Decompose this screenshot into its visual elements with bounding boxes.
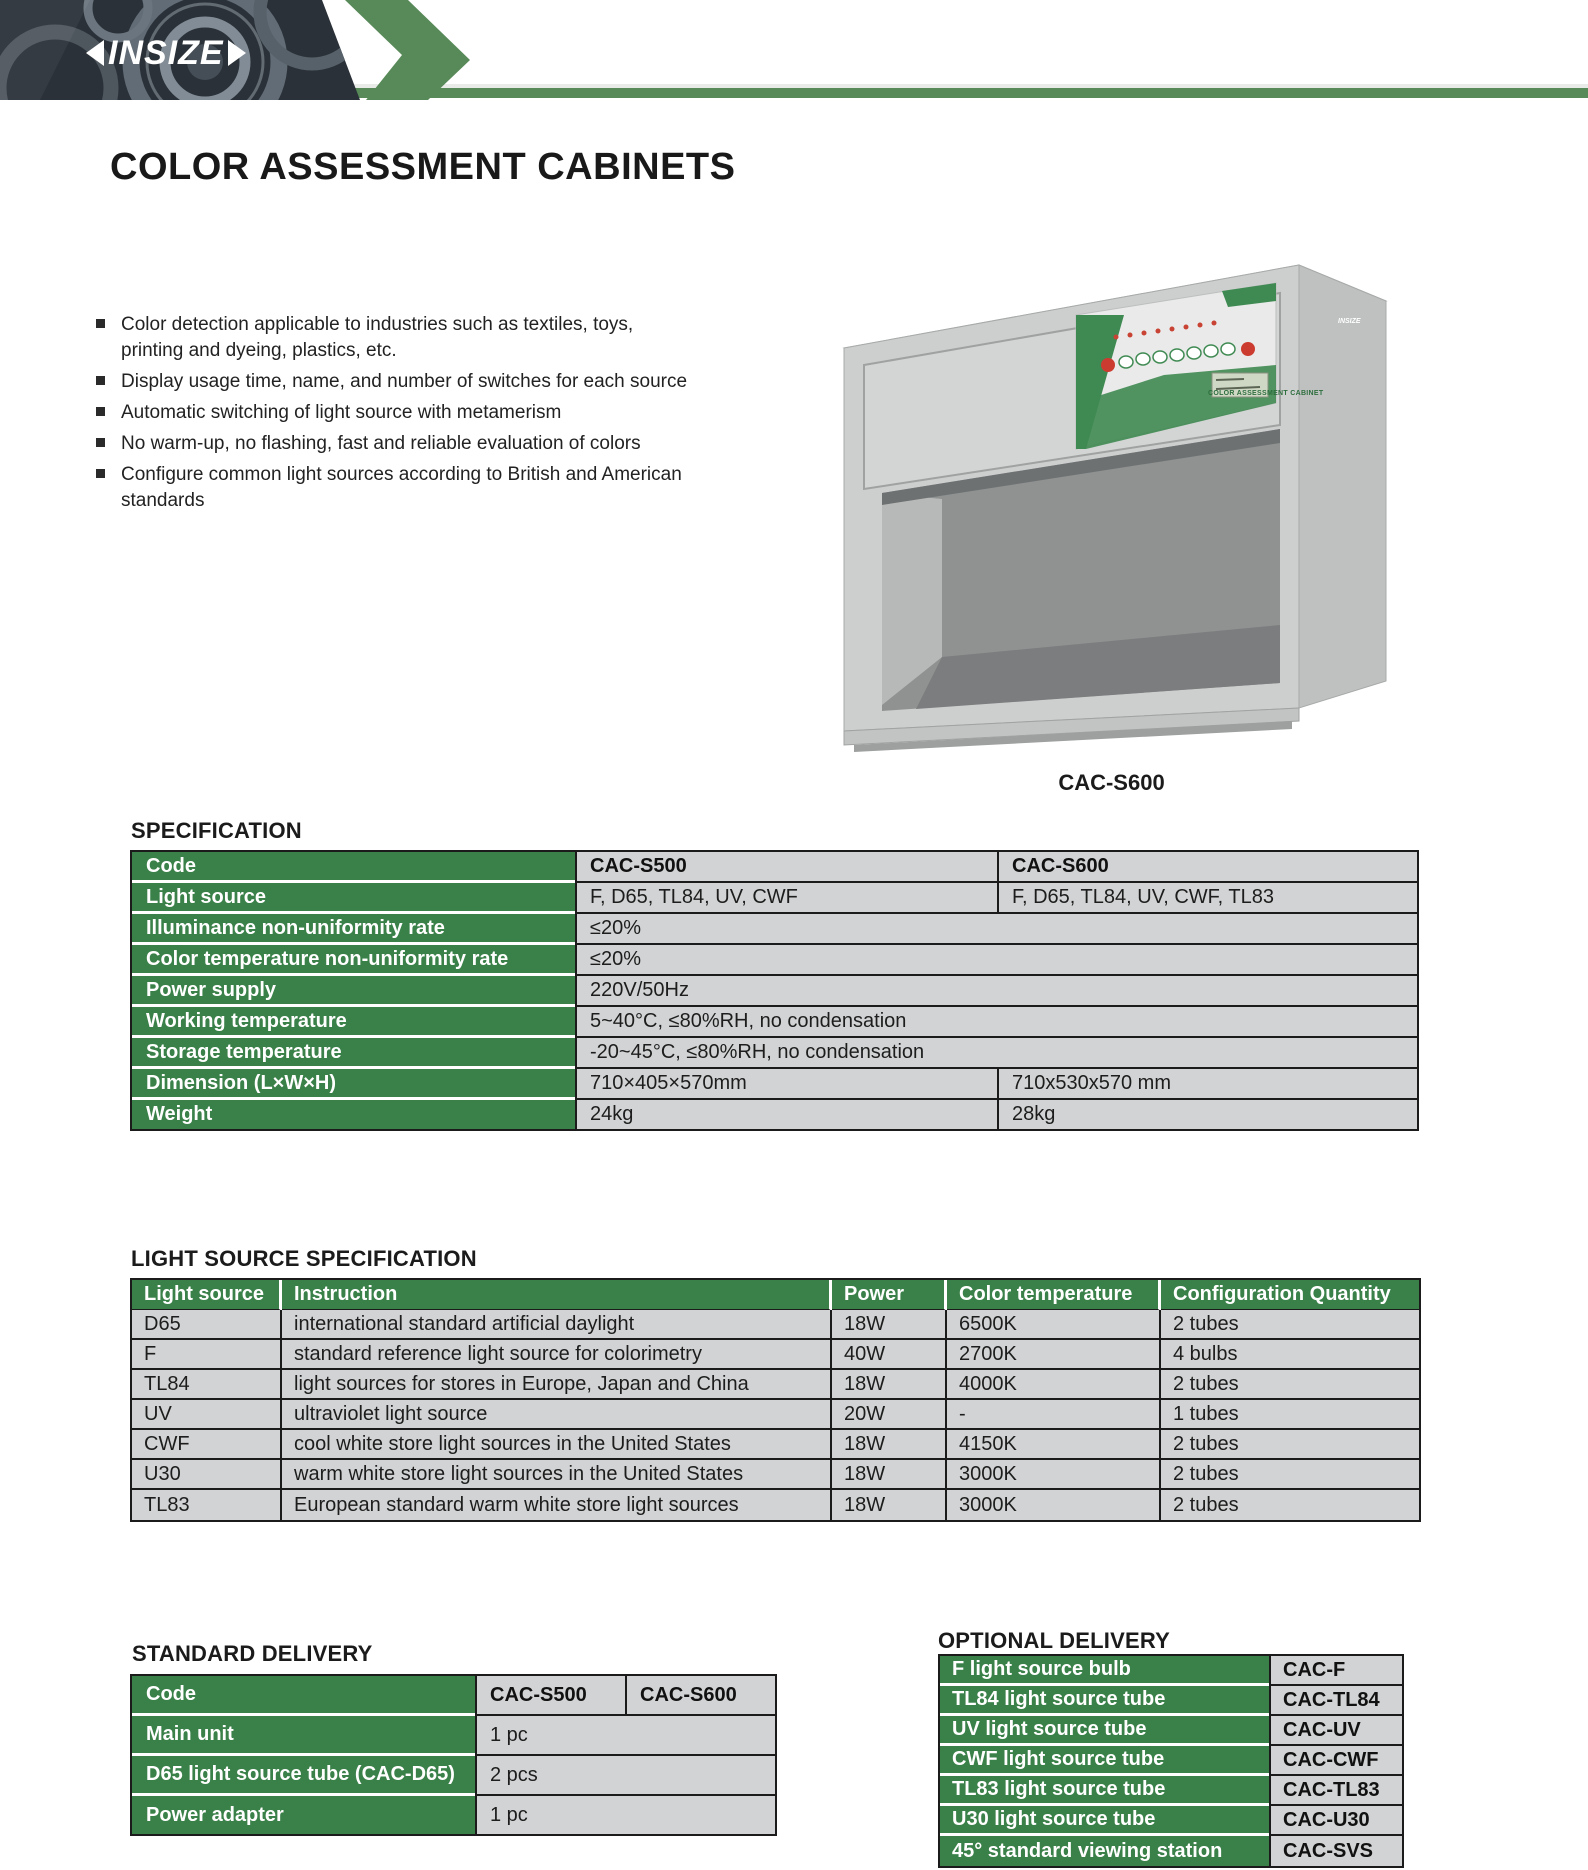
light-source-cell: 18W: [832, 1310, 947, 1340]
optional-delivery-table: [938, 1654, 1404, 1868]
spec-value-cell: 710x530x570 mm: [999, 1069, 1419, 1100]
panel-label-text: COLOR ASSESSMENT CABINET: [1208, 390, 1324, 397]
feature-line: Configure common light sources according to British and American: [121, 464, 682, 485]
standard-delivery-value-cell: CAC-S500: [477, 1676, 627, 1716]
light-source-cell: 18W: [832, 1460, 947, 1490]
standard-delivery-table: [130, 1674, 781, 1838]
standard-delivery-value-cell: 1 pc: [477, 1796, 777, 1836]
spec-value-cell: 28kg: [999, 1100, 1419, 1131]
optional-delivery-label-cell: TL84 light source tube: [940, 1686, 1269, 1716]
light-source-cell: cool white store light sources in the United States: [282, 1430, 832, 1460]
light-source-cell: 4 bulbs: [1161, 1340, 1419, 1370]
bullet-square-icon: [96, 438, 105, 447]
optional-delivery-label-cell: UV light source tube: [940, 1716, 1269, 1746]
optional-delivery-label-cell: TL83 light source tube: [940, 1776, 1269, 1806]
light-source-cell: 18W: [832, 1430, 947, 1460]
bullet-square-icon: [96, 319, 105, 328]
standard-delivery-label-cell: Main unit: [132, 1716, 475, 1756]
spec-value-cell: CAC-S600: [999, 852, 1419, 883]
spec-value-cell: F, D65, TL84, UV, CWF: [577, 883, 999, 914]
light-source-cell: 1 tubes: [1161, 1400, 1419, 1430]
spec-value-cell: -20~45°C, ≤80%RH, no condensation: [577, 1038, 1419, 1069]
optional-delivery-label-cell: CWF light source tube: [940, 1746, 1269, 1776]
spec-value-cell: F, D65, TL84, UV, CWF, TL83: [999, 883, 1419, 914]
product-image: [824, 253, 1399, 758]
spec-label-cell: Code: [132, 852, 575, 883]
light-source-cell: 18W: [832, 1490, 947, 1520]
light-source-cell: 4000K: [947, 1370, 1161, 1400]
spec-label-cell: Dimension (L×W×H): [132, 1069, 575, 1100]
bullet-square-icon: [96, 469, 105, 478]
bullet-square-icon: [96, 407, 105, 416]
feature-line: printing and dyeing, plastics, etc.: [121, 340, 397, 361]
spec-value-cell: 220V/50Hz: [577, 976, 1419, 1007]
spec-label-cell: Light source: [132, 883, 575, 914]
feature-text: [121, 462, 682, 514]
logo-right-arrow-icon: [228, 40, 246, 66]
feature-item: [96, 369, 816, 395]
spec-label-cell: Storage temperature: [132, 1038, 575, 1069]
optional-delivery-label-cell: U30 light source tube: [940, 1806, 1269, 1836]
spec-value-cell: CAC-S500: [577, 852, 999, 883]
spec-label-cell: Color temperature non-uniformity rate: [132, 945, 575, 976]
light-source-cell: TL83: [132, 1490, 282, 1520]
light-source-table: [130, 1278, 1421, 1522]
feature-item: [96, 431, 816, 457]
optional-delivery-code-cell: CAC-UV: [1269, 1716, 1402, 1746]
bullet-square-icon: [96, 376, 105, 385]
feature-line: Color detection applicable to industries such as textiles, toys,: [121, 314, 634, 335]
light-source-cell: ultraviolet light source: [282, 1400, 832, 1430]
light-source-cell: U30: [132, 1460, 282, 1490]
light-source-cell: 40W: [832, 1340, 947, 1370]
light-source-cell: 2 tubes: [1161, 1430, 1419, 1460]
spec-label-cell: Working temperature: [132, 1007, 575, 1038]
feature-item: [96, 312, 816, 364]
light-source-cell: 2 tubes: [1161, 1310, 1419, 1340]
light-source-cell: D65: [132, 1310, 282, 1340]
light-source-cell: 18W: [832, 1370, 947, 1400]
spec-value-cell: 710×405×570mm: [577, 1069, 999, 1100]
optional-delivery-code-cell: CAC-F: [1269, 1656, 1402, 1686]
optional-delivery-code-cell: CAC-CWF: [1269, 1746, 1402, 1776]
light-source-header-cell: Instruction: [282, 1280, 832, 1311]
product-caption: CAC-S600: [1058, 770, 1165, 795]
feature-item: [96, 462, 816, 514]
spec-data-area: [575, 850, 1419, 1131]
optional-delivery-heading: OPTIONAL DELIVERY: [938, 1628, 1170, 1653]
optional-delivery-label-cell: 45° standard viewing station: [940, 1836, 1269, 1866]
standard-delivery-label-column: [130, 1674, 475, 1836]
light-source-cell: UV: [132, 1400, 282, 1430]
light-source-cell: 4150K: [947, 1430, 1161, 1460]
standard-delivery-label-cell: D65 light source tube (CAC-D65): [132, 1756, 475, 1796]
feature-line: Automatic switching of light source with metamerism: [121, 402, 562, 423]
light-source-cell: 2 tubes: [1161, 1370, 1419, 1400]
light-source-cell: 3000K: [947, 1490, 1161, 1520]
spec-value-cell: 5~40°C, ≤80%RH, no condensation: [577, 1007, 1419, 1038]
feature-line: Display usage time, name, and number of switches for each source: [121, 371, 688, 392]
standard-delivery-label-cell: Code: [132, 1676, 475, 1716]
feature-text: [121, 369, 687, 395]
feature-line: standards: [121, 490, 205, 511]
optional-delivery-code-cell: CAC-TL84: [1269, 1686, 1402, 1716]
light-source-cell: warm white store light sources in the United States: [282, 1460, 832, 1490]
standard-delivery-value-cell: 2 pcs: [477, 1756, 777, 1796]
standard-delivery-label-cell: Power adapter: [132, 1796, 475, 1836]
standard-delivery-data-area: [475, 1674, 777, 1836]
standard-delivery-heading: STANDARD DELIVERY: [132, 1641, 373, 1666]
light-source-cell: 20W: [832, 1400, 947, 1430]
spec-label-cell: Power supply: [132, 976, 575, 1007]
spec-heading: SPECIFICATION: [131, 818, 302, 843]
light-source-cell: F: [132, 1340, 282, 1370]
spec-value-cell: ≤20%: [577, 945, 1419, 976]
spec-label-column: [130, 850, 575, 1131]
light-source-header-cell: Light source: [132, 1280, 282, 1311]
header-banner: [0, 0, 1588, 100]
brand-logo: [86, 36, 246, 70]
feature-line: No warm-up, no flashing, fast and reliable evaluation of colors: [121, 433, 641, 454]
logo-text: INSIZE: [108, 34, 224, 72]
standard-delivery-value-cell: 1 pc: [477, 1716, 777, 1756]
spec-table: [130, 850, 1421, 1133]
feature-item: [96, 400, 816, 426]
standard-delivery-value-cell: CAC-S600: [627, 1676, 777, 1716]
light-source-cell: 2 tubes: [1161, 1490, 1419, 1520]
light-source-cell: European standard warm white store light sources: [282, 1490, 832, 1520]
panel-brand-text: INSIZE: [1338, 318, 1361, 325]
light-source-cell: 6500K: [947, 1310, 1161, 1340]
light-source-header-cell: Configuration Quantity: [1161, 1280, 1419, 1311]
light-source-cell: international standard artificial daylight: [282, 1310, 832, 1340]
light-source-heading: LIGHT SOURCE SPECIFICATION: [131, 1246, 477, 1271]
light-source-cell: TL84: [132, 1370, 282, 1400]
feature-list: [96, 312, 816, 519]
optional-delivery-code-cell: CAC-U30: [1269, 1806, 1402, 1836]
light-source-header-cell: Color temperature: [947, 1280, 1161, 1311]
light-source-cell: CWF: [132, 1430, 282, 1460]
light-source-cell: -: [947, 1400, 1161, 1430]
light-source-cell: 2700K: [947, 1340, 1161, 1370]
light-source-cell: standard reference light source for colorimetry: [282, 1340, 832, 1370]
spec-label-cell: Weight: [132, 1100, 575, 1131]
spec-value-cell: ≤20%: [577, 914, 1419, 945]
feature-text: [121, 312, 633, 364]
optional-delivery-code-cell: CAC-TL83: [1269, 1776, 1402, 1806]
spec-label-cell: Illuminance non-uniformity rate: [132, 914, 575, 945]
light-source-cell: light sources for stores in Europe, Japan and China: [282, 1370, 832, 1400]
optional-delivery-label-cell: F light source bulb: [940, 1656, 1269, 1686]
feature-text: [121, 400, 561, 426]
light-source-cell: 3000K: [947, 1460, 1161, 1490]
light-source-cell: 2 tubes: [1161, 1460, 1419, 1490]
light-source-header-cell: Power: [832, 1280, 947, 1311]
spec-value-cell: 24kg: [577, 1100, 999, 1131]
page-title: COLOR ASSESSMENT CABINETS: [110, 146, 736, 188]
logo-left-arrow-icon: [86, 40, 104, 66]
feature-text: [121, 431, 641, 457]
optional-delivery-code-cell: CAC-SVS: [1269, 1836, 1402, 1866]
